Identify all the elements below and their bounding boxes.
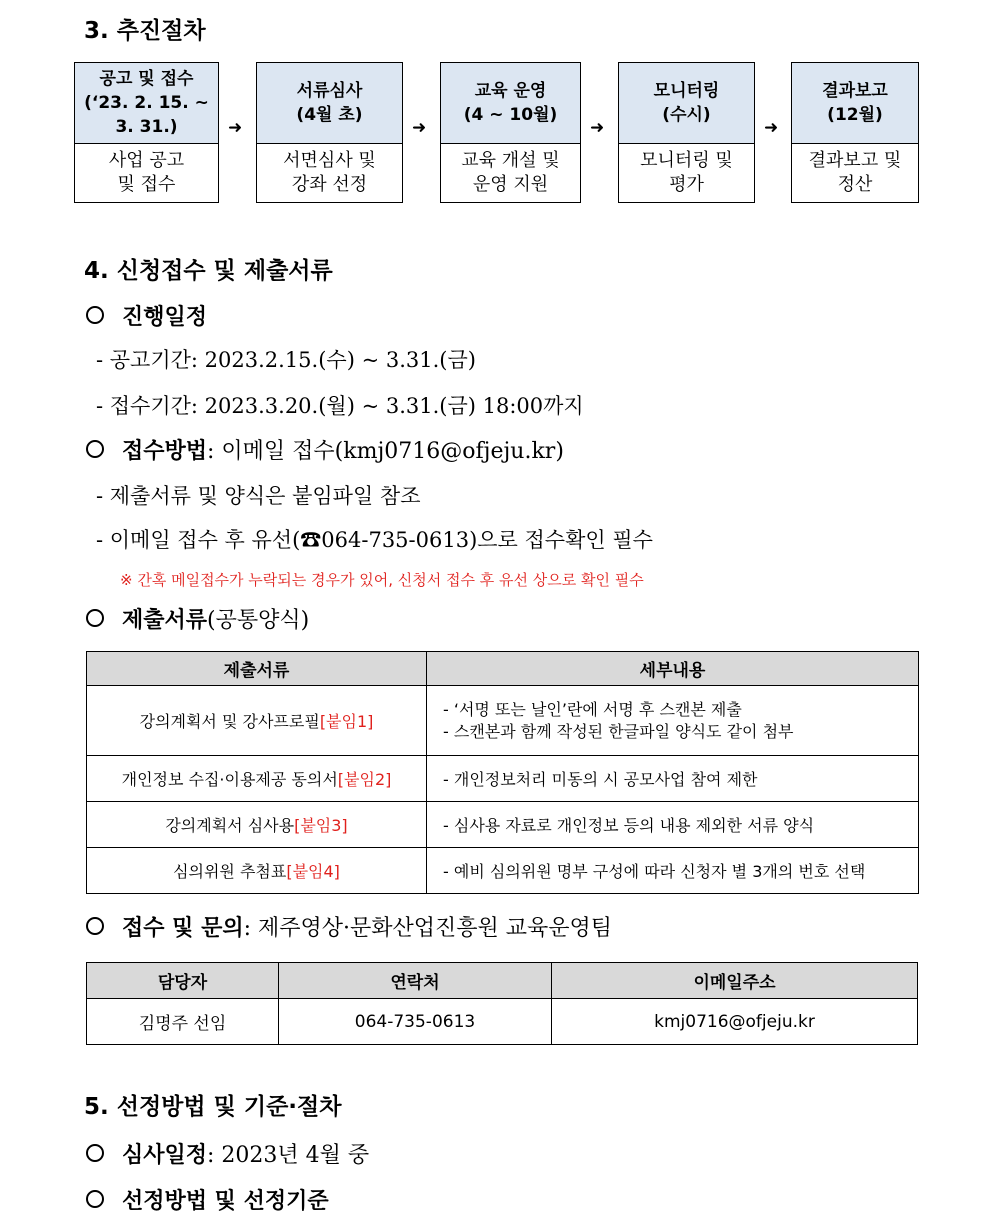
table-row: [87, 802, 919, 848]
flow-step-result: [791, 62, 919, 203]
doc-detail: - 개인정보처리 미동의 시 공모사업 참여 제한: [427, 756, 919, 802]
arrow-icon: ➜: [228, 118, 243, 138]
attachment-ref: [붙임4]: [286, 862, 340, 881]
table-header-row: [87, 963, 918, 999]
doc-name: 강의계획서 심사용: [165, 816, 295, 835]
circle-bullet-icon: [86, 917, 104, 935]
flow-step-desc: 정산: [837, 174, 873, 195]
arrow-icon: ➜: [590, 118, 605, 138]
doc-name: 강의계획서 및 강사프로필: [139, 712, 320, 731]
table-row: [87, 848, 919, 894]
column-header: 제출서류: [87, 652, 427, 686]
flow-step-desc: 서면심사 및: [283, 150, 376, 171]
doc-name: 개인정보 수집·이용제공 동의서: [121, 770, 338, 789]
method-note-docs: - 제출서류 및 양식은 붙임파일 참조: [96, 484, 421, 508]
circle-bullet-icon: [86, 1144, 104, 1162]
docs-heading: 제출서류(공통양식): [86, 603, 309, 634]
circle-bullet-icon: [86, 609, 104, 627]
contact-person: 김명주 선임: [87, 999, 279, 1045]
doc-detail: - 예비 심의위원 명부 구성에 따라 신청자 별 3개의 번호 선택: [427, 848, 919, 894]
doc-name: 심의위원 추첨표: [173, 862, 287, 881]
flow-step-desc: 모니터링 및: [640, 150, 733, 171]
column-header: 담당자: [87, 963, 279, 999]
flow-step-review: [256, 62, 403, 203]
method-heading: 접수방법: 이메일 접수(kmj0716@ofjeju.kr): [86, 434, 564, 465]
contact-table: [86, 962, 918, 1045]
flow-step-head: 결과보고: [822, 81, 888, 101]
flow-step-desc: 사업 공고: [108, 150, 185, 171]
flow-step-desc: 운영 지원: [472, 174, 549, 195]
flow-step-education: [440, 62, 581, 203]
flow-step-date: (12월): [827, 105, 883, 125]
flow-step-date-end: 3. 31.): [115, 117, 178, 137]
contact-heading: 접수 및 문의: 제주영상·문화산업진흥원 교육운영팀: [86, 911, 612, 942]
section-4-title: 4. 신청접수 및 제출서류: [84, 258, 333, 284]
documents-table: [86, 651, 919, 894]
section-5-title: 5. 선정방법 및 기준·절차: [84, 1094, 342, 1120]
notice-period: - 공고기간: 2023.2.15.(수) ~ 3.31.(금): [96, 348, 476, 372]
review-schedule: 심사일정: 2023년 4월 중: [86, 1138, 369, 1169]
flow-step-monitoring: [618, 62, 755, 203]
method-note-phone: - 이메일 접수 후 유선(☎064-735-0613)으로 접수확인 필수: [96, 528, 653, 552]
attachment-ref: [붙임2]: [337, 770, 392, 789]
arrow-icon: ➜: [412, 118, 427, 138]
circle-bullet-icon: [86, 1190, 104, 1208]
flow-step-desc: 교육 개설 및: [461, 150, 560, 171]
section-3-title: 3. 추진절차: [84, 18, 206, 44]
contact-phone: 064-735-0613: [279, 999, 552, 1045]
flow-step-head: 모니터링: [653, 81, 720, 101]
column-header: 이메일주소: [552, 963, 918, 999]
doc-detail: - ‘서명 또는 날인’란에 서명 후 스캔본 제출: [443, 699, 742, 719]
flow-step-desc: 결과보고 및: [808, 150, 902, 171]
flow-step-head: 교육 운영: [474, 81, 547, 101]
table-row: [87, 686, 919, 756]
flow-step-head: 서류심사: [296, 81, 363, 101]
flow-step-desc: 평가: [669, 174, 704, 195]
flow-step-head: 공고 및 접수: [99, 69, 194, 89]
flow-step-date: (4 ~ 10월): [463, 105, 558, 125]
attachment-ref: [붙임1]: [319, 712, 374, 731]
column-header: 연락처: [279, 963, 552, 999]
table-row: [87, 999, 918, 1045]
doc-detail: - 심사용 자료로 개인정보 등의 내용 제외한 서류 양식: [427, 802, 919, 848]
flow-step-desc: 및 접수: [117, 174, 176, 195]
selection-criteria-heading: 선정방법 및 선정기준: [86, 1184, 329, 1215]
warning-note: ※ 간혹 메일접수가 누락되는 경우가 있어, 신청서 접수 후 유선 상으로 확인 필수: [120, 571, 644, 589]
table-row: [87, 756, 919, 802]
circle-bullet-icon: [86, 440, 104, 458]
column-header: 세부내용: [427, 652, 919, 686]
flow-step-date: (4월 초): [296, 105, 363, 125]
flow-step-desc: 강좌 선정: [291, 174, 368, 195]
arrow-icon: ➜: [764, 118, 779, 138]
circle-bullet-icon: [86, 306, 104, 324]
contact-email: kmj0716@ofjeju.kr: [552, 999, 918, 1045]
flow-step-date: (수시): [662, 105, 711, 125]
doc-detail: - 스캔본과 함께 작성된 한글파일 양식도 같이 첨부: [443, 721, 794, 741]
receipt-period: - 접수기간: 2023.3.20.(월) ~ 3.31.(금) 18:00까지: [96, 394, 584, 418]
table-header-row: [87, 652, 919, 686]
flow-step-announce: [74, 62, 219, 203]
attachment-ref: [붙임3]: [294, 816, 348, 835]
flow-step-date: (‘23. 2. 15. ~: [84, 93, 209, 113]
schedule-heading: 진행일정: [86, 300, 207, 331]
